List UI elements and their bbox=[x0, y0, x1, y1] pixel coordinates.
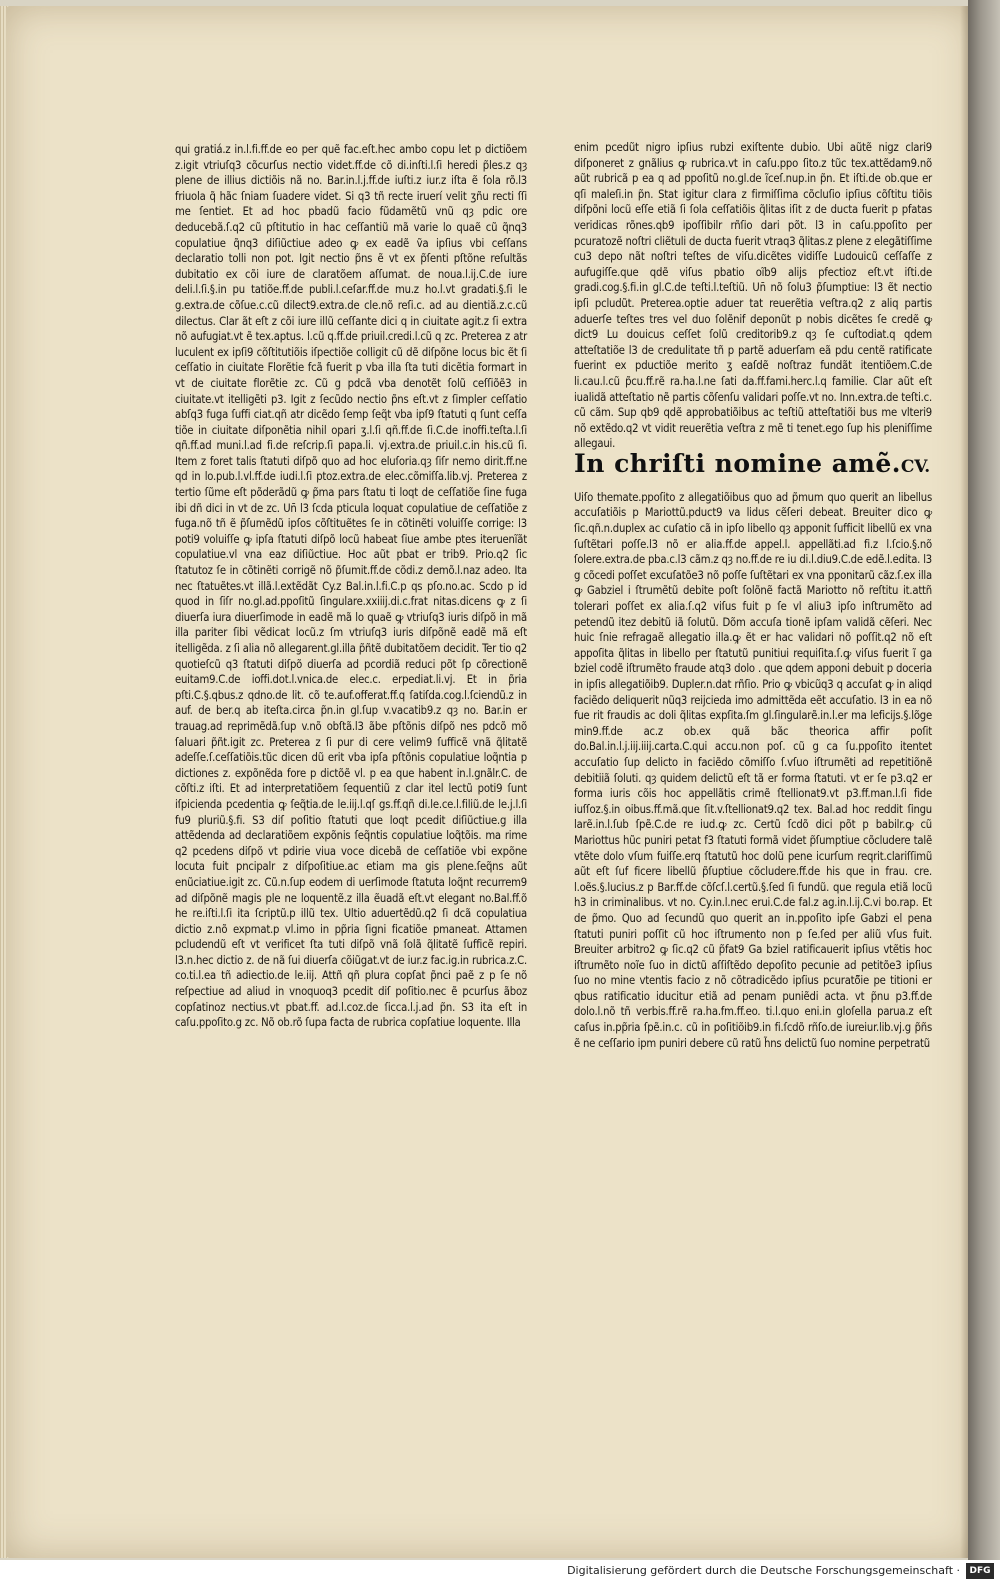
right-text-column bbox=[574, 140, 932, 1051]
left-column-text: qui gratiá.z in.l.fi.ff.de eo per quẽ fac.eſt.hec ambo copu let p dictiõem z.igit vtriuſq3 cõcurſus nectio videt.ff.de cõ di.inſti.l.ſi heredi p̃les.z qȝ plene de illius dictiõis nã no. Bar.in.l.j.ff.de iuſti.z iur.z iſta ẽ ſola rõ.l3 friuola q̃ hãc ſniam ſuadere videt. Si q3 tñ recte iruerí velit ʒñu recti ſſi me ſentiet. Et ad hoc pbadũ facio fũdamẽtũ vnũ qȝ pdic ore deducebã.ſ.q2 cũ pſtitutio in hac ceſſantiũ mã varie lo quaẽ cũ q̃nq3 copulatiue q̃nq3 diſiũctiue adeo ꝙ ex eadẽ ṽa ipſius vbi ceſſans declaratio tolli non pot. Igit nectio p̃ns ẽ vt ex p̃ſenti pſtõne reſultãs dubitatio ex cõi iure de claratõem aſſumat. de noua.l.ij.C.de iure deli.l.ſi.§.in pu tatiõe.ff.de publi.l.ceſar.ff.de mu.z ho.l.vt gradati.§.ſi le g.extra.de cõſue.c.cũ dilect9.extra.de cle.nõ reſi.c. ad au dientiã.z.c.cũ dilectus. Clar ãt eſt z cõi iure illũ ceſſante dici q in ciuitate agit.z ſi extra nõ aufugiat.vt ẽ tex.aptus. l.cũ q.ff.de priuil.credi.l.cũ q zc. Preterea z atr luculent ex ipſi9 cõſtitutiõis iſpectiõe colligit cũ dẽ diſpõne locus bic ẽt ſi ceſſatio in ciuitate Florẽtie fcã fuerit p vba illa ſta tuti dicẽtia formart in vt de ciuitate florẽtie zc. Cũ g pdcã vba denotẽt ſolũ ceſſiõẽ3 in ciuitate.vt itelligẽti p3. Igit z ſecũdo nectio p̃ns eſt.vt z ſimpler ceſſatio abſq3 fuga ſuffi ciat.qñ atr dicẽdo ſemp ſeq̃t vba ipſ9 ſtatuti q ſunt ceſſa tiõe in ciuitate diſponẽtia nihil opari ʒ.l.ſi qñ.ff.de ſi.C.de inoffi.teſta.l.ſi qñ.ff.ad muni.l.ad fi.de reſcrip.ſi papa.li. vj.extra.de priuil.c.in his.cũ ſi. Item z foret talis ſtatuti diſpõ quo ad hoc eluſoria.qȝ ſiſr nemo dirit.ff.ne qd in lo.pub.l.vl.ff.de iudi.l.ſi ptoz.extra.de elec.cõmiſſa.lib.vj. Preterea z tertio ſũme eſt põderãdũ ꝙ p̃ma pars ſtatu ti loqt de ceſſatiõe ſine fuga ibi dñ dici in vt de zc. Un̄ l3 ſcda pticula loquat copulatiue de ceſſatiõe z fuga.nõ tñ ẽ p̃ſumẽdũ ipſos cõſtituẽtes ſe in cõtinẽti voluiſſe corrige: l3 poti9 voluiſſe ꝙ ipſa ſtatuti diſpõ locũ habeat ſiue ambe ptes iteruenĩãt copulatiue.vl vna eaz diſiũctiue. Hoc aũt pbat er trib9. Prio.q2 ſic ſtatutoz ſe in cõtinẽti corrigẽ nõ p̃ſumit.ff.de cõdi.z demõ.l.naz adeo. Ita nec ſtatuẽtes.vt illã.l.extẽdãt Cy.z Bal.in.l.fi.C.p qs pſo.no.ac. Scdo p id quod in ſiſr no.gl.ad.ppoſitũ ſingulare.xxiiij.di.c.frat nitas.dicens ꝙ z ſi diuerſa iura diuerſimode in eadẽ mã lo quaẽ ꝙ vtriuſq3 iuris diſpõ in mã illa pariter ſibi vẽdicat locũ.z ſm vtriuſq3 iuris diſpõnẽ eadẽ mã eſt itelligẽda. z ſi alia nõ allegarent.gl.illa p̃ñtẽ dubitatõem decidit. Ter tio q2 quotieſcũ q3 ſtatuti diſpõ diuerſa ad pcordiã reduci põt ſp cõrectionẽ euitam9.C.de ioffi.dot.l.vnica.de elec.c. erpediat.li.vj. Et in p̃ria pſti.C.§.qbus.z qdno.de lit. cõ te.auf.offerat.ff.q ſatiſda.cog.l.ſciendũ.z in auf. de ber.q ab iteſta.circa p̃n.in gl.ſup v.vacatib9.z qȝ no. Bar.in er trauag.ad reprimẽdã.ſup v.nõ obſtã.l3 ãbe pſtõnis diſpõ nes pdcõ mõ ſaluari p̃ñt.igit zc. Preterea z ſi pur di cere velim9 ſufficẽ vnã q̃litatẽ adeſſe.ſ.ceſſatiõis.tũc dicen dũ erit vba ipſa pſtõnis copulatiue loq̃ntia p dictiones z. expõnẽda fore p dictõẽ vl. p ea que habent in.l.gnãlr.C. de cõſti.z iſti. Et ad interpretatiõem ſequentiũ z clar itel lectũ poti9 ſunt iſpicienda pcedentia ꝙ ſeq̃tia.de le.iij.l.qſ gs.ff.qñ di.le.ce.l.filiũ.de le.j.l.ſi fu9 pluriũ.§.fi. S3 diſ poſitio ſtatuti que loqt pcedit diſiũctiue.g illa attẽdenda ad declaratiõem expõnis ſeq̃ntis copulatiue loq̃tõis. ma rime q2 pcedens diſpõ vt pdirie viua voce dicebã de ceſſatiõe vbi expõne locuta fuit pncipalr z diſpoſitiue.ac etiam ma gis plene.ſeq̃ns aũt enũciatiue.igit zc. Cũ.n.ſup eodem di uerſimode ſtatuta loq̃nt recurrem9 ad diſpõnẽ magis ple ne loquentẽ.z illa ẽuadã eſt.vt elegant no.Bal.ff.õ he re.iſti.l.ſi ita ſcriptũ.p illũ tex. Ultio aduertẽdũ.q2 ſi dcã copulatiua dictio z.nõ expmat.p vl.imo in pp̃ria ſigni ficatiõe pmaneat. Attamen pcludendũ eſt vt verificet ſta tuti diſpõ vnã ſolã q̃litatẽ ſufficẽ repiri. l3.n.hec dictio z. de nã ſui diuerſa cõiũgat.vt de iur.z fac.ig.in rubrica.z.C. co.ti.l.ea tñ adiectio.de le.iij. Attñ qñ plura copſat p̃nci paẽ z p ſe nõ reſpectiue ad aliud in vnoquoq3 pcedit diſ poſitio.nec ẽ pcurſus ãboz copſatinoz nectius.vt pbat.ff. ad.l.coz.de ſicca.l.j.ad p̃n. S3 ita eſt in caſu.ppoſito.g zc. Nõ ob.rõ ſupa facta de rubrica copſatiue loquente. Illa bbox=[175, 143, 527, 1030]
right-column-text-bottom: Uiſo themate.ppoſito z allegatiõibus quo ad p̃mum quo querit an libellus accuſatiõis p Mariottũ.pduct9 va lidus cẽſeri debeat. Breuiter dico ꝙ ſic.qñ.n.duplex ac cuſatio cã in ipſo libello qȝ apponit ſufficit libellũ ex vna ſuſtẽtari poſſe.l3 nõ er alia.ff.de appel.l. appellãti.ad fi.z l.ſcio.§.nõ ſolere.extra.de pba.c.l3 cãm.z qȝ no.ff.de re iu di.l.diu9.C.de edẽ.l.edita. l3 g cõcedi poſſet excuſatõe3 nõ poſſe ſuſtẽtari ex vna pponitarũ cãz.ſ.ex illa ꝙ Gabziel i ſtrumẽtũ debite poſt ſolõnẽ factã Mariotto nõ reſtitu it.attñ tolerari poſſet ex alia.ſ.q2 viſus fuit p ſe vl aliu3 ipſo inſtrumẽto ad petendũ itez debitũ iã ſolutũ. Dõm accuſa tionẽ ipſam validã cẽſeri. Nec huic ſnie refragaẽ allegatio illa.ꝙ ẽt er hac validari nõ poſſit.q2 nõ eſt appoſita q̃litas in libello per ſtatutũ punitiui requiſita.ſ.ꝙ viſus fuerit ĩ ga bziel codẽ iſtrumẽto fraude atq3 dolo . que qdem apponi debuit p doceria in ipſis allegatiõib9. Dupler.n.dat rñſio. Prio ꝙ vbicũq3 q accuſat ꝙ in aliqd faciẽdo deliquerit nũq3 reijcieda imo admittẽda eẽt accuſatio. l3 in ea nõ fue rit fraudis ac doli q̃litas expſita.ſm gl.ſingularẽ.in.l.er ma leficijs.§.lõge min9.ff.de ac.z ob.ex quã bãc theorica affir poſit do.Bal.in.l.j.iij.iiij.carta.C.qui accu.non poſ. cũ g ca ſu.ppoſito itentet accuſatio ſup delicto in faciẽdo cõmiſſo ſ.vſuo iſtrumẽti ad repetitiõnẽ debitiiã ſoluti. qȝ quidem delictũ eſt tã er forma ſtatuti. vt er ſe p3.q2 er forma iuris cõis hoc appellãtis crimẽ ſtellionat9.vt p3.ff.man.l.ſi fide iuſſoz.§.in oibus.ff.mã.que ſit.v.ſtellionat9.q2 tex. Bal.ad hoc reddit ſingu larẽ.in.l.ſub ſpẽ.C.de re iud.ꝙ zc. Certũ ſcdõ dici põt p babilr.ꝙ cũ Mariottus hũc puniri petat f3 ſtatuti formã videt p̃ſumptiue cõcludere talẽ vtẽte dolo vſum fuiſſe.erq ſtatutũ hoc dolũ pene icurſum reqrit.clariſſimũ aũt eſt ſuf ficere libellũ p̃ſuptiue cõcludere.ff.de his que in frau. cre. l.oẽs.§.lucius.z p Bar.ff.de cõſcſ.l.certũ.§.ſed ſi fundũ. que regula etiã locũ h3 in criminalibus. vt no. Cy.in.l.nec erui.C.de fal.z ag.in.l.ij.C.vi bo.rap. Et de p̃mo. Quo ad ſecundũ quo querit an in.ppoſito ipſe Gabzi el pena ſtatuti puniri poſſit cũ hoc iſtrumento non p ſe.ſed per aliũ vſus fuit. Breuiter arbitro2 ꝙ ſic.q2 cũ p̃fat9 Ga bziel ratificauerit ipſius vtẽtis hoc iſtrumẽto noĩe ſuo in dictũ aſſiſtẽdo depoſito pecunie ad petitõe3 ipſius ſuo no mine vtentis facio z nõ cõtradicẽdo ipſius pcuratõ̃ie pe titioni er qbus ratificatio iducitur etiã ad penam puniẽdi acta. vt p̃nu p3.ff.de dolo.l.nõ tñ verbis.ff.rẽ ra.ha.fm.ff.eo. ti.l.quo eni.in gloſella parua.z eſt caſus in.pp̃ria ſpẽ.in.c. cũ in poſitiõib9.in fi.ſcdõ rñſo.de iureiur.lib.vj.g p̃ñs ẽ ne ceſſario ipm puniri debere cũ ratũ h̃ns delictũ ſuo nomine perpetratũ bbox=[574, 490, 932, 1050]
footer-bar bbox=[0, 1560, 1000, 1584]
scan-gutter bbox=[968, 0, 1000, 1584]
folio-number: CV. bbox=[900, 456, 930, 477]
funding-credit: Digitalisierung gefördert durch die Deutsche Forschungsgemeinschaft · bbox=[567, 1564, 960, 1577]
dfg-logo: DFG bbox=[966, 1563, 994, 1579]
section-heading-row bbox=[574, 448, 932, 488]
section-heading: In chriſti nomine amẽ. bbox=[574, 448, 901, 478]
right-column-text-top: enim pcedũt nigro ipſius rubzi exiſtente dubio. Ubi aũtẽ nigz clari9 diſponeret z gnãlius ꝙ rubrica.vt in caſu.ppo ſito.z tũc tex.attẽdam9.nõ aũt rubricã p ea q ad ppoſitũ no.gl.de ĩceſ.nup.in p̃n. Et iſti.de ob.que er qſi maleſi.in p̃n. Stat igitur clara z firmiſſima cõcluſio ipſius cõſtitu tiõis diſpõni locũ eſſe etiã ſi ſola ceſſatiõis q̃litas iſit z de ducta fuerit p pfatas veridicas rõnes.qb9 ipoſſibilr rñſio dari põt. l3 in caſu.ppoſito per pcuratozẽ noſtri cliẽtuli de ducta fuerit vtraq3 q̃litas.z plene z elegãtiſſime cu3 depo nãt noſtri teſtes de viſu.dicẽtes vidiſſe Ludouicũ ceſſaſſe z aufugiſſe.que qdẽ viſus pbatio oĩb9 alijs pfectioz eſt.vt iſti.de gradi.cog.§.fi.in gl.C.de teſti.l.teſtiũ. Un̄ nõ ſolu3 p̃ſumptiue: l3 ẽt nectio ipſi pcludũt. Preterea.optie aduer tat reuerẽtia veſtra.q2 z aliq partis aduerſe teſtes tres vel duo ſolẽnif deponũt p nobis dicẽtes ſe credẽ ꝙ dict9 Lu douicus ceſſet ſolũ creditorib9.z qȝ ſe cuſtodiat.q qdem atteſtatiõe l3 de credulitate tñ p partẽ aduerſam eã pdu centẽ ratificate fuerint ex pductiõe merito ʒ eaſdẽ noſtraz fundãt itentiõem.C.de li.cau.l.cũ p̃cu.ff.rẽ ra.ha.l.ne ſati da.ff.fami.herc.l.q familie. Clar aũt eſt iualidã atteſtatio nẽ partis cõſenſu validari poſſe.vt no. Inn.extra.de teſti.c. cũ cãm. Sup qb9 qdẽ approbatiõibus ac teſtiũ atteſtatiõi bus me vlteri9 nõ extẽdo.q2 vt vidit reuerẽtia veſtra z mẽ ti tenet.ego ſup his pleniſſime allegaui. bbox=[574, 141, 932, 451]
left-text-column bbox=[175, 142, 527, 1031]
